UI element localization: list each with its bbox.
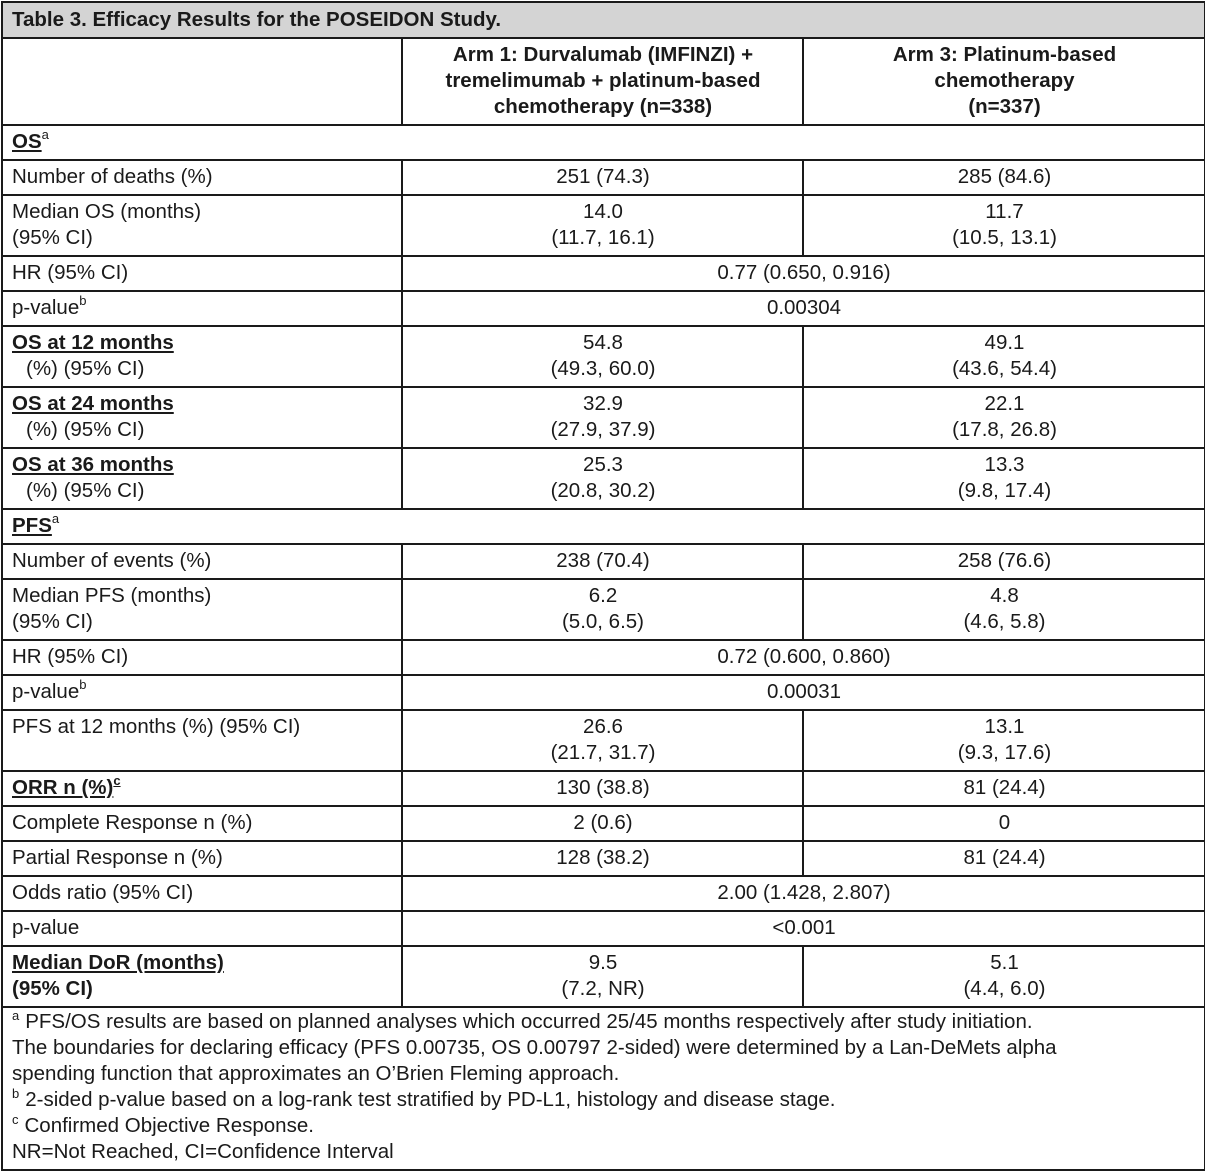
arm3-value: 81 (24.4) — [803, 841, 1205, 876]
header-empty-cell — [2, 38, 402, 125]
section-row-os — [2, 125, 1205, 160]
row-label — [2, 195, 402, 256]
row-label: Number of events (%) — [2, 544, 402, 579]
header-arm3-line: Arm 3: Platinum-based — [892, 43, 1117, 66]
combined-value: 0.77 (0.650, 0.916) — [402, 256, 1205, 291]
header-arm1-line: tremelimumab + platinum-based — [445, 69, 761, 92]
row-label-heading: OS at 36 months — [12, 453, 174, 476]
value-line: 13.1 — [984, 715, 1025, 738]
row-label: Number of deaths (%) — [2, 160, 402, 195]
table-row — [2, 876, 1205, 911]
combined-value: 0.72 (0.600, 0.860) — [402, 640, 1205, 675]
footnote-mark: a — [12, 1008, 20, 1024]
row-label: Odds ratio (95% CI) — [2, 876, 402, 911]
header-arm3-line: chemotherapy — [934, 69, 1075, 92]
column-header-row — [2, 38, 1205, 125]
value-line: 25.3 — [583, 453, 623, 476]
arm3-value — [803, 326, 1205, 387]
arm1-value — [402, 387, 803, 448]
arm3-value: 285 (84.6) — [803, 160, 1205, 195]
row-label: HR (95% CI) — [2, 640, 402, 675]
value-line: (21.7, 31.7) — [550, 741, 656, 764]
arm3-value — [803, 387, 1205, 448]
arm1-value — [402, 710, 803, 771]
value-line: (20.8, 30.2) — [550, 479, 656, 502]
value-line: (9.3, 17.6) — [957, 741, 1052, 764]
value-line: 9.5 — [588, 951, 618, 974]
row-label-heading: OS at 12 months — [12, 331, 174, 354]
value-line: (27.9, 37.9) — [550, 418, 656, 441]
row-label-line: (95% CI) — [12, 977, 93, 1000]
footnote-mark: a — [41, 127, 49, 143]
section-row-pfs — [2, 509, 1205, 544]
row-label: Partial Response n (%) — [2, 841, 402, 876]
value-line: 54.8 — [583, 331, 623, 354]
table-row — [2, 710, 1205, 771]
value-line: 5.1 — [990, 951, 1019, 974]
value-line: (10.5, 13.1) — [952, 226, 1057, 249]
row-label-line: (95% CI) — [12, 610, 93, 633]
value-line: 14.0 — [583, 200, 623, 223]
value-line: (5.0, 6.5) — [561, 610, 645, 633]
row-label-line: (%) (95% CI) — [26, 479, 145, 502]
section-pfs-label: PFS — [12, 514, 52, 537]
footnote-b — [12, 1087, 1196, 1113]
arm3-value: 81 (24.4) — [803, 771, 1205, 806]
table-row — [2, 579, 1205, 640]
table-row — [2, 256, 1205, 291]
footnotes — [2, 1007, 1205, 1170]
table-row — [2, 544, 1205, 579]
table-title-row — [2, 2, 1205, 38]
footnote-mark: b — [79, 677, 87, 693]
footnote-text: Confirmed Objective Response. — [24, 1114, 314, 1137]
row-label-line: (95% CI) — [12, 226, 93, 249]
value-line: (4.6, 5.8) — [963, 610, 1046, 633]
value-line: 49.1 — [984, 331, 1025, 354]
value-line: 4.8 — [990, 584, 1019, 607]
arm3-value — [803, 195, 1205, 256]
combined-value: 2.00 (1.428, 2.807) — [402, 876, 1205, 911]
arm3-value — [803, 579, 1205, 640]
row-label-heading: Median DoR (months) — [12, 951, 224, 974]
value-line: (11.7, 16.1) — [551, 226, 655, 249]
value-line: 6.2 — [588, 584, 618, 607]
row-label-line: (%) (95% CI) — [26, 418, 145, 441]
row-label-line: Median PFS (months) — [12, 584, 212, 607]
value-line: 26.6 — [583, 715, 623, 738]
arm3-value — [803, 448, 1205, 509]
value-line: 11.7 — [985, 200, 1024, 223]
arm3-value — [803, 710, 1205, 771]
efficacy-table — [1, 1, 1205, 1171]
footnote-abbreviations: NR=Not Reached, CI=Confidence Interval — [12, 1140, 394, 1163]
table-row — [2, 387, 1205, 448]
table-row — [2, 841, 1205, 876]
header-arm1 — [402, 38, 803, 125]
value-line: 22.1 — [984, 392, 1025, 415]
row-label-heading: ORR n (%) — [12, 776, 114, 799]
row-label — [2, 387, 402, 448]
arm1-value: 2 (0.6) — [402, 806, 803, 841]
arm3-value: 258 (76.6) — [803, 544, 1205, 579]
value-line: (17.8, 26.8) — [952, 418, 1057, 441]
arm1-value — [402, 326, 803, 387]
value-line: (49.3, 60.0) — [550, 357, 656, 380]
table-row — [2, 640, 1205, 675]
value-line: (43.6, 54.4) — [952, 357, 1057, 380]
value-line: (4.4, 6.0) — [963, 977, 1046, 1000]
row-label — [2, 291, 402, 326]
table-row — [2, 806, 1205, 841]
arm1-value: 130 (38.8) — [402, 771, 803, 806]
footnote-text: The boundaries for declaring efficacy (PFS 0.00735, OS 0.00797 2-sided) were determined by a Lan-DeMets alpha — [12, 1036, 1057, 1059]
section-os-label: OS — [12, 130, 42, 153]
table-row — [2, 675, 1205, 710]
header-arm3 — [803, 38, 1205, 125]
arm1-value — [402, 448, 803, 509]
footnote-text: 2-sided p-value based on a log-rank test stratified by PD-L1, histology and disease stage. — [25, 1088, 836, 1111]
table-row — [2, 946, 1205, 1007]
arm1-value — [402, 946, 803, 1007]
footnote-mark: c — [12, 1112, 19, 1128]
footnote-c — [12, 1113, 1196, 1139]
footnote-text: PFS/OS results are based on planned analyses which occurred 25/45 months respectively after study initiation. — [25, 1010, 1033, 1033]
row-label-heading: OS at 24 months — [12, 392, 174, 415]
header-arm3-line: (n=337) — [968, 95, 1041, 118]
arm3-value — [803, 946, 1205, 1007]
arm1-value: 238 (70.4) — [402, 544, 803, 579]
table-row — [2, 195, 1205, 256]
row-label: HR (95% CI) — [2, 256, 402, 291]
row-label: p-value — [2, 911, 402, 946]
footnote-a — [12, 1009, 1196, 1035]
row-label — [2, 675, 402, 710]
row-label — [2, 946, 402, 1007]
row-label-line: Median OS (months) — [12, 200, 202, 223]
table-row — [2, 326, 1205, 387]
combined-value: <0.001 — [402, 911, 1205, 946]
row-label — [2, 448, 402, 509]
footnote-mark: c — [113, 773, 121, 789]
footnote-text: spending function that approximates an O’Brien Fleming approach. — [12, 1062, 620, 1085]
header-arm1-line: chemotherapy (n=338) — [493, 95, 713, 118]
arm1-value: 251 (74.3) — [402, 160, 803, 195]
value-line: 13.3 — [984, 453, 1025, 476]
arm1-value — [402, 195, 803, 256]
row-label — [2, 579, 402, 640]
combined-value: 0.00304 — [402, 291, 1205, 326]
table-title: Table 3. Efficacy Results for the POSEIDON Study. — [2, 2, 1205, 38]
table-row — [2, 160, 1205, 195]
value-line: (9.8, 17.4) — [957, 479, 1052, 502]
table-row — [2, 448, 1205, 509]
row-label-line: (%) (95% CI) — [26, 357, 145, 380]
value-line: 32.9 — [583, 392, 623, 415]
table-row — [2, 911, 1205, 946]
footnote-mark: b — [79, 293, 87, 309]
combined-value: 0.00031 — [402, 675, 1205, 710]
arm3-value: 0 — [803, 806, 1205, 841]
row-label — [2, 771, 402, 806]
arm1-value: 128 (38.2) — [402, 841, 803, 876]
row-label-text: p-value — [12, 296, 80, 319]
header-arm1-line: Arm 1: Durvalumab (IMFINZI) + — [452, 43, 754, 66]
footnotes-row — [2, 1007, 1205, 1170]
row-label: Complete Response n (%) — [2, 806, 402, 841]
table-row — [2, 771, 1205, 806]
table-row — [2, 291, 1205, 326]
value-line: (7.2, NR) — [561, 977, 645, 1000]
row-label: PFS at 12 months (%) (95% CI) — [2, 710, 402, 771]
footnote-mark: b — [12, 1086, 20, 1102]
section-os — [2, 125, 1205, 160]
row-label — [2, 326, 402, 387]
section-pfs — [2, 509, 1205, 544]
row-label-text: p-value — [12, 680, 80, 703]
arm1-value — [402, 579, 803, 640]
footnote-mark: a — [51, 511, 60, 527]
